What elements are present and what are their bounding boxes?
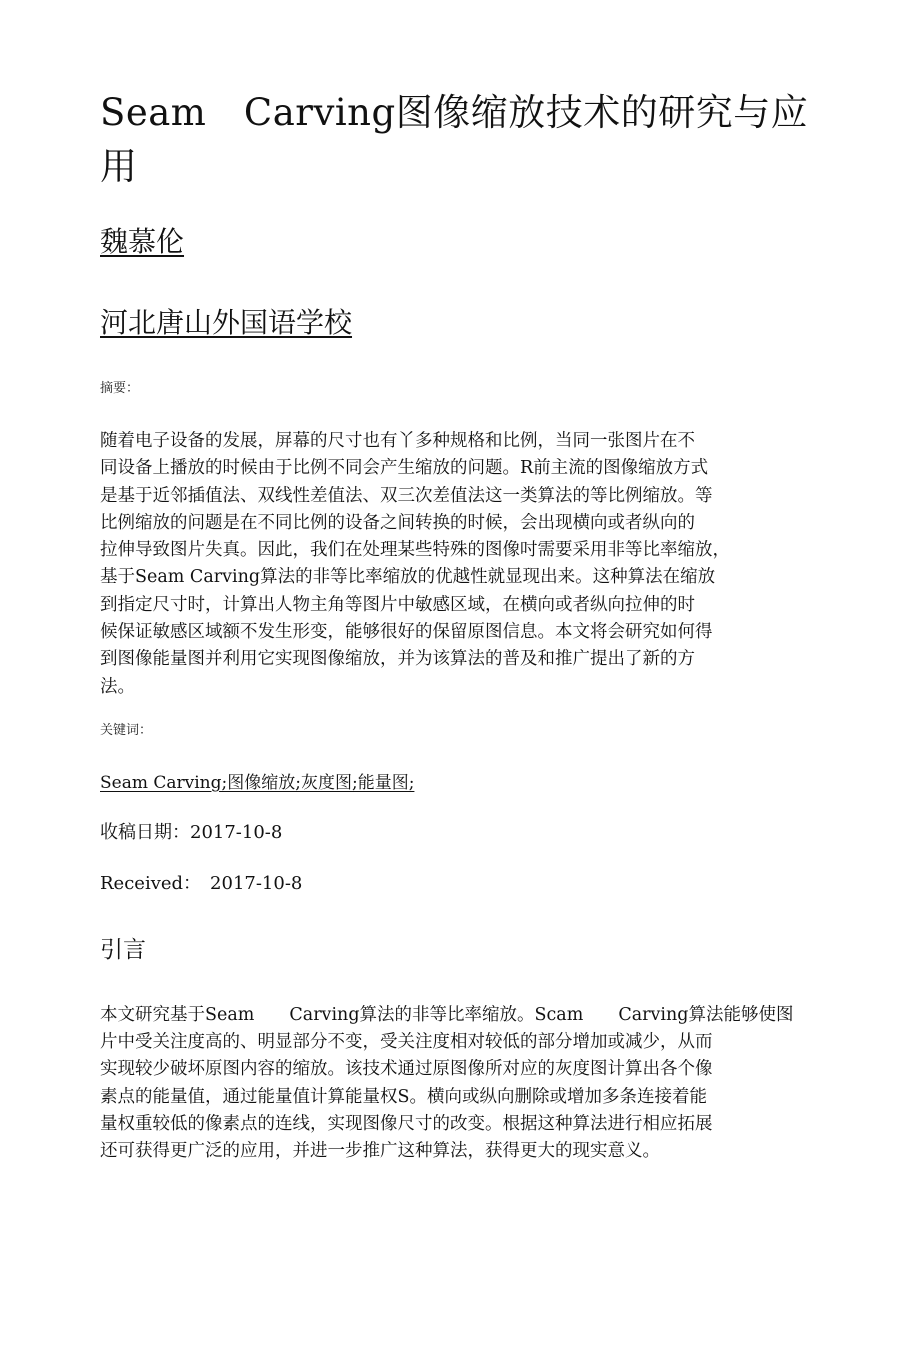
abstract-line: 候保证敏感区域额不发生形变，能够很好的保留原图信息。本文将会研究如何得 xyxy=(100,622,713,643)
section-heading-introduction: 引言 xyxy=(100,937,146,963)
abstract-body xyxy=(100,428,830,701)
abstract-line: 基于Seam Carving算法的非等比率缩放的优越性就显现出来。这种算法在缩放 xyxy=(100,567,716,588)
intro-line: 实现较少破坏原图内容的缩放。该技术通过原图像所对应的灰度图计算出各个像 xyxy=(100,1059,713,1080)
abstract-line: 到指定尺寸时，计算出人物主角等图片中敏感区域，在横向或者纵向拉伸的时 xyxy=(100,594,695,615)
received-date-cn: 收稿日期：2017-10-8 xyxy=(100,822,283,843)
author-affiliation[interactable]: 河北唐山外国语学校 xyxy=(100,306,353,339)
received-date-en: Received： 2017-10-8 xyxy=(100,873,303,894)
intro-line: 本文研究基于Seam Carving算法的非等比率缩放。Scam Carving算法能够使图 xyxy=(100,1005,794,1025)
paper-title: Seam Carving图像缩放技术的研究与应用 xyxy=(100,91,809,188)
abstract-line: 拉伸导致图片失真。因此，我们在处理某些特殊的图像吋需要采用非等比率缩放， xyxy=(100,540,730,561)
abstract-line: 法。 xyxy=(100,676,135,697)
intro-line: 还可获得更广泛的应用，并进一步推广这种算法，获得更大的现实意义。 xyxy=(100,1141,660,1162)
keywords-label: 关键词： xyxy=(100,723,153,738)
abstract-line: 到图像能量图并利用它实现图像缩放，并为该算法的普及和推广提出了新的方 xyxy=(100,649,695,670)
intro-line: 片中受关注度高的、明显部分不变，受关注度相对较低的部分增加或减少，从而 xyxy=(100,1032,713,1053)
abstract-label: 摘要： xyxy=(100,381,140,396)
author-name[interactable]: 魏慕伦 xyxy=(100,225,185,258)
introduction-body xyxy=(100,1002,830,1165)
intro-line: 素点的能量值，通过能量值计算能量权S。横向或纵向删除或增加多条连接着能 xyxy=(100,1086,707,1107)
intro-line: 量权重较低的像素点的连线，实现图像尺寸的改变。根据这种算法进行相应拓展 xyxy=(100,1113,713,1134)
abstract-line: 同设备上播放的时候由于比例不同会产生缩放的问题。R前主流的图像缩放方式 xyxy=(100,458,709,479)
abstract-line: 随着电子设备的发展，屏幕的尺寸也有丫多种规格和比例，当同一张图片在不 xyxy=(100,431,695,451)
abstract-line: 比例缩放的问题是在不同比例的设备之间转换的时候，会出现横向或者纵向的 xyxy=(100,512,695,533)
keywords-link[interactable]: Seam Carving;图像缩放;灰度图;能量图; xyxy=(100,773,415,793)
abstract-line: 是基于近邻插值法、双线性差值法、双三次差值法这一类算法的等比例缩放。等 xyxy=(100,485,713,506)
